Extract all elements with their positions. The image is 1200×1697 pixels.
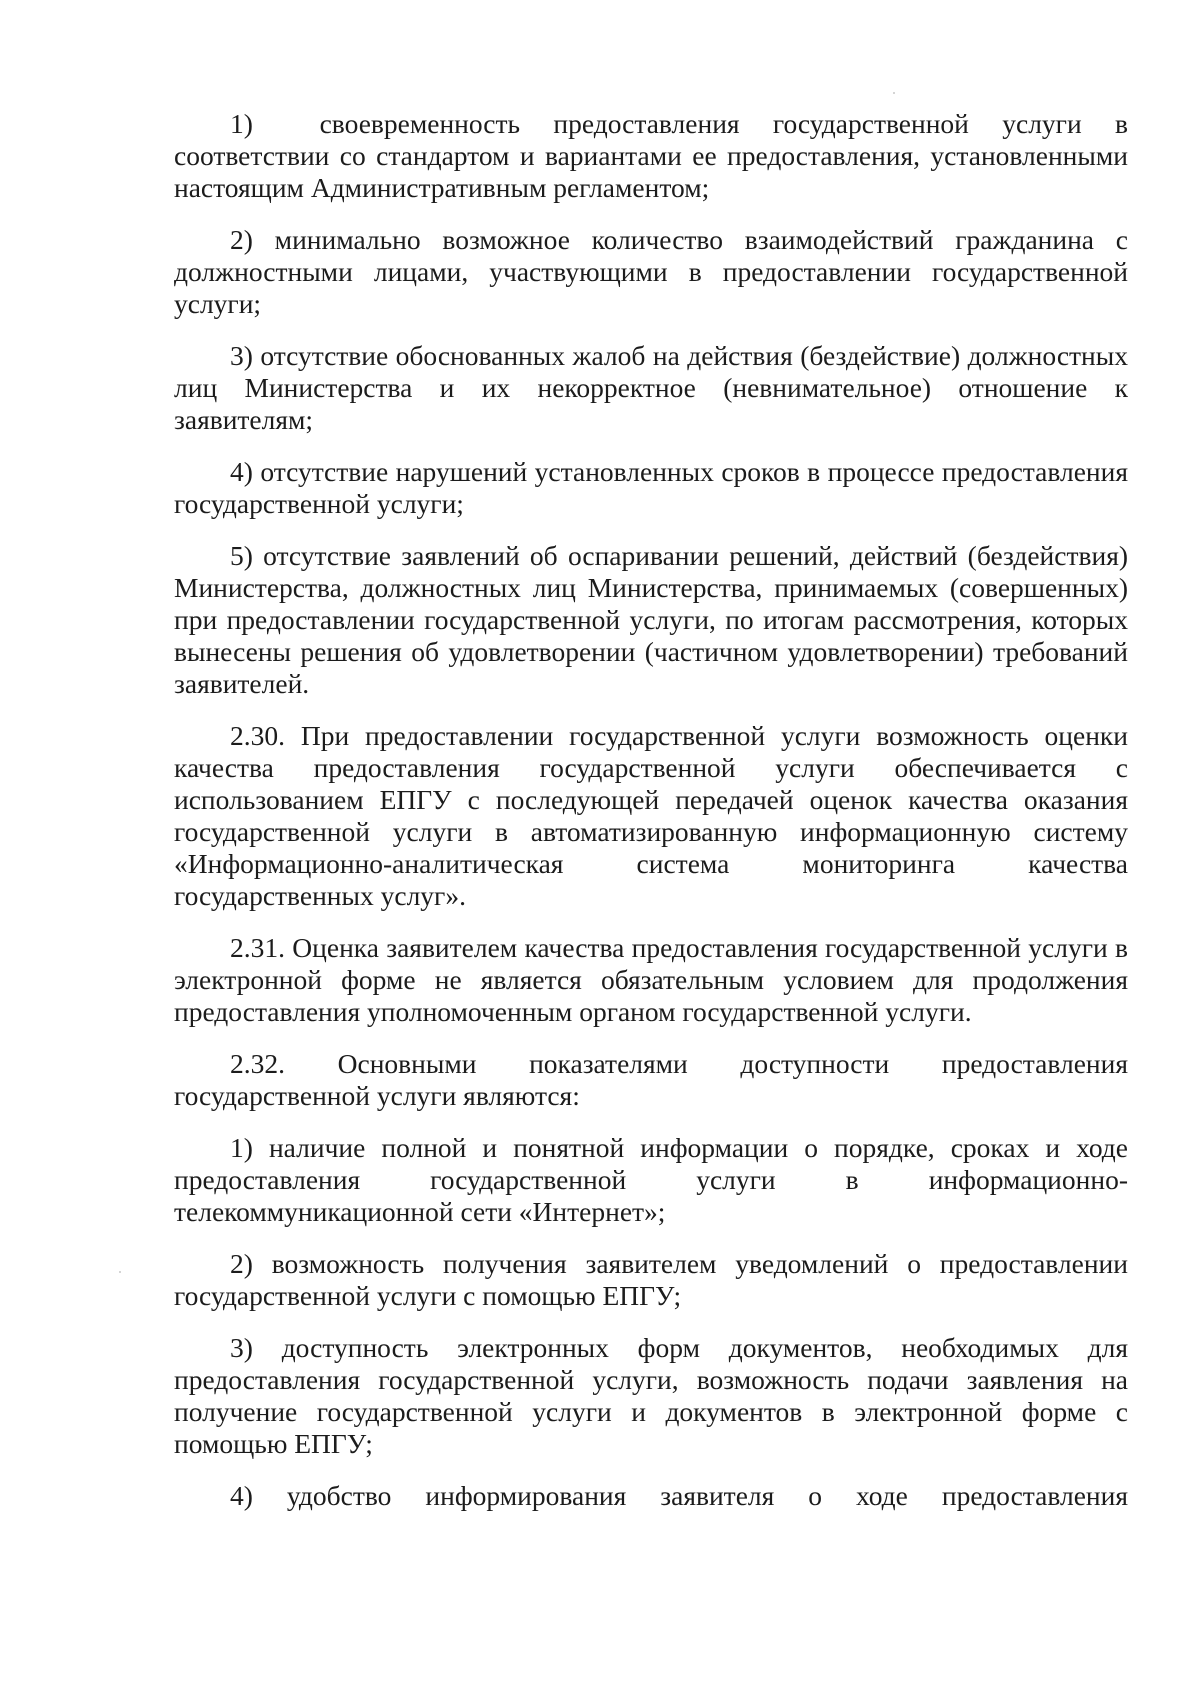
- paragraph-item-5: 5) отсутствие заявлений об оспаривании решений, действий (бездействия) Министерства, должностных лиц Министерства, принимаемых (совершенных) при предоставлении государственной услуги, по итогам рассмотрения, которых вынесены решения об удовлетворении (частичном удовлетворении) требований заявителей.: [174, 540, 1128, 699]
- scan-speck: [893, 92, 895, 94]
- accessibility-item-3: 3) доступность электронных форм документов, необходимых для предоставления государственной услуги, возможность подачи заявления на получение государственной услуги и документов в электронной форме с помощью ЕПГУ;: [174, 1332, 1128, 1459]
- accessibility-item-4: 4) удобство информирования заявителя о ходе предоставления: [230, 1480, 1128, 1511]
- paragraph-item-4: 4) отсутствие нарушений установленных сроков в процессе предоставления государственной услуги;: [174, 456, 1128, 519]
- paragraph-item-2: 2) минимально возможное количество взаимодействий гражданина с должностными лицами, участвующими в предоставлении государственной услуги;: [174, 224, 1128, 319]
- paragraph-item-3: 3) отсутствие обоснованных жалоб на действия (бездействие) должностных лиц Министерства и их некорректное (невнимательное) отношение к заявителям;: [174, 340, 1128, 435]
- accessibility-item-1: 1) наличие полной и понятной информации о порядке, сроках и ходе предоставления государственной услуги в информационно-телекоммуникационной сети «Интернет»;: [174, 1132, 1128, 1227]
- document-body: [174, 108, 1128, 1512]
- paragraph-2-30: 2.30. При предоставлении государственной услуги возможность оценки качества предоставления государственной услуги обеспечивается с использованием ЕПГУ с последующей передачей оценок качества оказания государственной услуги в автоматизированную информационную систему «Информационно-аналитическая система мониторинга качества государственных услуг».: [174, 720, 1128, 911]
- paragraph-2-32: 2.32. Основными показателями доступности предоставления государственной услуги являются:: [174, 1048, 1128, 1111]
- accessibility-item-2: 2) возможность получения заявителем уведомлений о предоставлении государственной услуги с помощью ЕПГУ;: [174, 1248, 1128, 1311]
- scan-speck: [119, 1271, 121, 1273]
- paragraph-item-1: 1) своевременность предоставления государственной услуги в соответствии со стандартом и вариантами ее предоставления, установленными настоящим Административным регламентом;: [174, 108, 1128, 203]
- paragraph-2-31: 2.31. Оценка заявителем качества предоставления государственной услуги в электронной форме не является обязательным условием для продолжения предоставления уполномоченным органом государственной услуги.: [174, 932, 1128, 1027]
